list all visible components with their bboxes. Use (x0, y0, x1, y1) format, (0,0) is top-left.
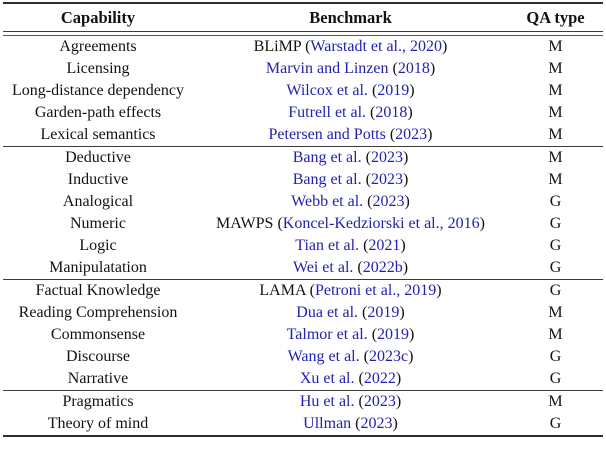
qa-type-cell: M (548, 325, 563, 343)
benchmark-cell (193, 215, 508, 233)
benchmark-text: ) (429, 59, 436, 77)
benchmark-text: ( (359, 236, 369, 254)
benchmark-text: ) (402, 170, 409, 188)
benchmark-cell (193, 126, 508, 144)
citation-link[interactable]: 2023 (360, 414, 393, 432)
benchmark-text: ) (441, 37, 448, 55)
benchmark-cell (193, 171, 508, 189)
capability-cell: Narrative (67, 369, 129, 387)
table-bottom-rule (3, 435, 603, 437)
benchmark-cell (193, 82, 508, 100)
benchmark-text: ) (395, 369, 402, 387)
benchmark-text: ( (354, 369, 364, 387)
benchmark-text: ( (361, 148, 371, 166)
benchmark-cell (193, 304, 508, 322)
citation-link[interactable]: 2021 (368, 236, 401, 254)
benchmark-cell (193, 193, 508, 211)
table-row (3, 368, 603, 390)
benchmark-text: BLiMP ( (253, 37, 311, 55)
benchmark-text: ) (409, 325, 415, 343)
benchmark-cell (193, 149, 508, 167)
citation-link[interactable]: Tian et al. (295, 236, 360, 254)
column-header-capability: Capability (60, 7, 136, 27)
qa-type-cell: G (549, 236, 562, 254)
qa-type-cell: M (548, 103, 563, 121)
table-row (3, 346, 603, 368)
table-row (3, 213, 603, 235)
qa-type-cell: G (549, 281, 562, 299)
qa-type-cell: G (549, 369, 562, 387)
benchmark-text: ) (402, 258, 409, 276)
benchmark-text: ( (363, 192, 373, 210)
citation-link[interactable]: Futrell et al. (288, 103, 367, 121)
benchmark-text: ( (358, 303, 368, 321)
table-row (3, 147, 603, 169)
benchmark-text: ) (402, 148, 409, 166)
citation-link[interactable]: 2022 (363, 369, 396, 387)
capability-cell: Lexical semantics (40, 125, 156, 143)
capability-cell: Inductive (67, 170, 129, 188)
citation-link[interactable]: Xu et al. (299, 369, 355, 387)
capability-cell: Licensing (66, 59, 130, 77)
benchmark-cell (193, 415, 508, 433)
table-row (3, 413, 603, 435)
table-row (3, 302, 603, 324)
benchmark-cell (193, 259, 508, 277)
benchmark-text: ) (400, 236, 406, 254)
benchmark-text: ) (392, 414, 398, 432)
benchmark-cell (193, 393, 508, 411)
table-row (3, 58, 603, 80)
citation-link[interactable]: 2018 (375, 103, 408, 121)
citation-link[interactable]: Webb et al. (291, 192, 364, 210)
benchmark-cell (193, 348, 508, 366)
benchmark-text: ) (404, 192, 410, 210)
benchmark-cell (193, 38, 508, 56)
column-header-qa-type: QA type (526, 7, 585, 27)
table-row (3, 36, 603, 58)
citation-link[interactable]: Bang et al. (292, 148, 362, 166)
benchmark-text: ( (359, 347, 369, 365)
benchmark-text: ) (436, 281, 442, 299)
benchmark-text: ( (361, 170, 371, 188)
benchmark-text: ( (366, 103, 376, 121)
citation-link[interactable]: 2023 (363, 392, 396, 410)
table-row (3, 102, 603, 124)
table-row (3, 80, 603, 102)
benchmark-text: ) (427, 125, 433, 143)
benchmark-cell (193, 237, 508, 255)
qa-type-cell: M (548, 59, 563, 77)
table-row (3, 391, 603, 413)
qa-type-cell: G (549, 192, 562, 210)
capability-cell: Agreements (59, 37, 137, 55)
qa-type-cell: G (549, 214, 562, 232)
table-row (3, 191, 603, 213)
benchmark-text: ) (407, 103, 413, 121)
citation-link[interactable]: 2019 (367, 303, 400, 321)
table-row (3, 124, 603, 146)
benchmark-text: ( (353, 258, 363, 276)
benchmark-text: ) (479, 214, 485, 232)
capability-cell: Analogical (62, 192, 134, 210)
benchmark-text: ( (385, 125, 396, 143)
capability-cell: Manipulatation (49, 258, 147, 276)
citation-link[interactable]: Petersen and Potts (268, 125, 386, 143)
qa-type-cell: M (548, 37, 563, 55)
table-row (3, 169, 603, 191)
citation-link[interactable]: Warstadt et al., 2020 (310, 37, 442, 55)
benchmark-text: ( (354, 392, 364, 410)
qa-type-cell: G (549, 258, 562, 276)
citation-link[interactable]: 2023c (368, 347, 409, 365)
capability-cell: Deductive (65, 148, 131, 166)
benchmark-text: ) (399, 303, 405, 321)
table-body (3, 36, 603, 435)
capability-cell: Factual Knowledge (35, 281, 161, 299)
capability-cell: Garden-path effects (34, 103, 162, 121)
citation-link[interactable]: 2023 (372, 192, 405, 210)
capability-cell: Numeric (70, 214, 126, 232)
citation-link[interactable]: Wilcox et al. (286, 81, 368, 99)
qa-type-cell: M (548, 125, 563, 143)
capability-cell: Long-distance dependency (12, 81, 184, 99)
qa-type-cell: M (548, 303, 563, 321)
benchmark-cell (193, 60, 508, 78)
citation-link[interactable]: 2019 (377, 81, 410, 99)
citation-link[interactable]: Ullman (303, 414, 352, 432)
citation-link[interactable]: 2022b (362, 258, 403, 276)
column-header-benchmark: Benchmark (309, 7, 392, 27)
benchmark-capability-table (3, 2, 603, 437)
table-header-row (3, 4, 603, 31)
capability-cell: Logic (79, 236, 117, 254)
qa-type-cell: M (548, 148, 563, 166)
citation-link[interactable]: Marvin and Linzen (265, 59, 389, 77)
citation-link[interactable]: 2023 (370, 148, 403, 166)
citation-link[interactable]: 2018 (397, 59, 430, 77)
benchmark-text: LAMA ( (259, 281, 315, 299)
benchmark-text: MAWPS ( (216, 214, 283, 232)
capability-cell: Pragmatics (62, 392, 134, 410)
qa-type-cell: M (548, 392, 563, 410)
table-row (3, 257, 603, 279)
citation-link[interactable]: Koncel-Kedziorski et al., 2016 (282, 214, 480, 232)
table-row (3, 235, 603, 257)
citation-link[interactable]: 2023 (395, 125, 428, 143)
capability-cell: Discourse (66, 347, 130, 365)
capability-cell: Theory of mind (47, 414, 149, 432)
table-row (3, 324, 603, 346)
benchmark-cell (193, 326, 508, 344)
citation-link[interactable]: Wei et al. (292, 258, 354, 276)
table-row (3, 280, 603, 302)
citation-link[interactable]: Bang et al. (292, 170, 362, 188)
benchmark-cell (193, 370, 508, 388)
benchmark-cell (193, 104, 508, 122)
benchmark-cell (193, 282, 508, 300)
capability-cell: Commonsense (50, 325, 146, 343)
citation-link[interactable]: Talmor et al. (286, 325, 368, 343)
citation-link[interactable]: Petroni et al., 2019 (314, 281, 437, 299)
qa-type-cell: M (548, 170, 563, 188)
citation-link[interactable]: Dua et al. (296, 303, 359, 321)
benchmark-text: ) (409, 81, 415, 99)
benchmark-text: ( (367, 325, 378, 343)
citation-link[interactable]: Wang et al. (287, 347, 360, 365)
capability-cell: Reading Comprehension (18, 303, 178, 321)
benchmark-text: ( (367, 81, 378, 99)
citation-link[interactable]: 2023 (370, 170, 403, 188)
benchmark-text: ) (395, 392, 402, 410)
benchmark-text: ( (351, 414, 361, 432)
qa-type-cell: G (549, 347, 562, 365)
qa-type-cell: M (548, 81, 563, 99)
citation-link[interactable]: 2019 (377, 325, 410, 343)
qa-type-cell: G (549, 414, 562, 432)
benchmark-text: ) (408, 347, 414, 365)
citation-link[interactable]: Hu et al. (299, 392, 355, 410)
benchmark-text: ( (388, 59, 398, 77)
